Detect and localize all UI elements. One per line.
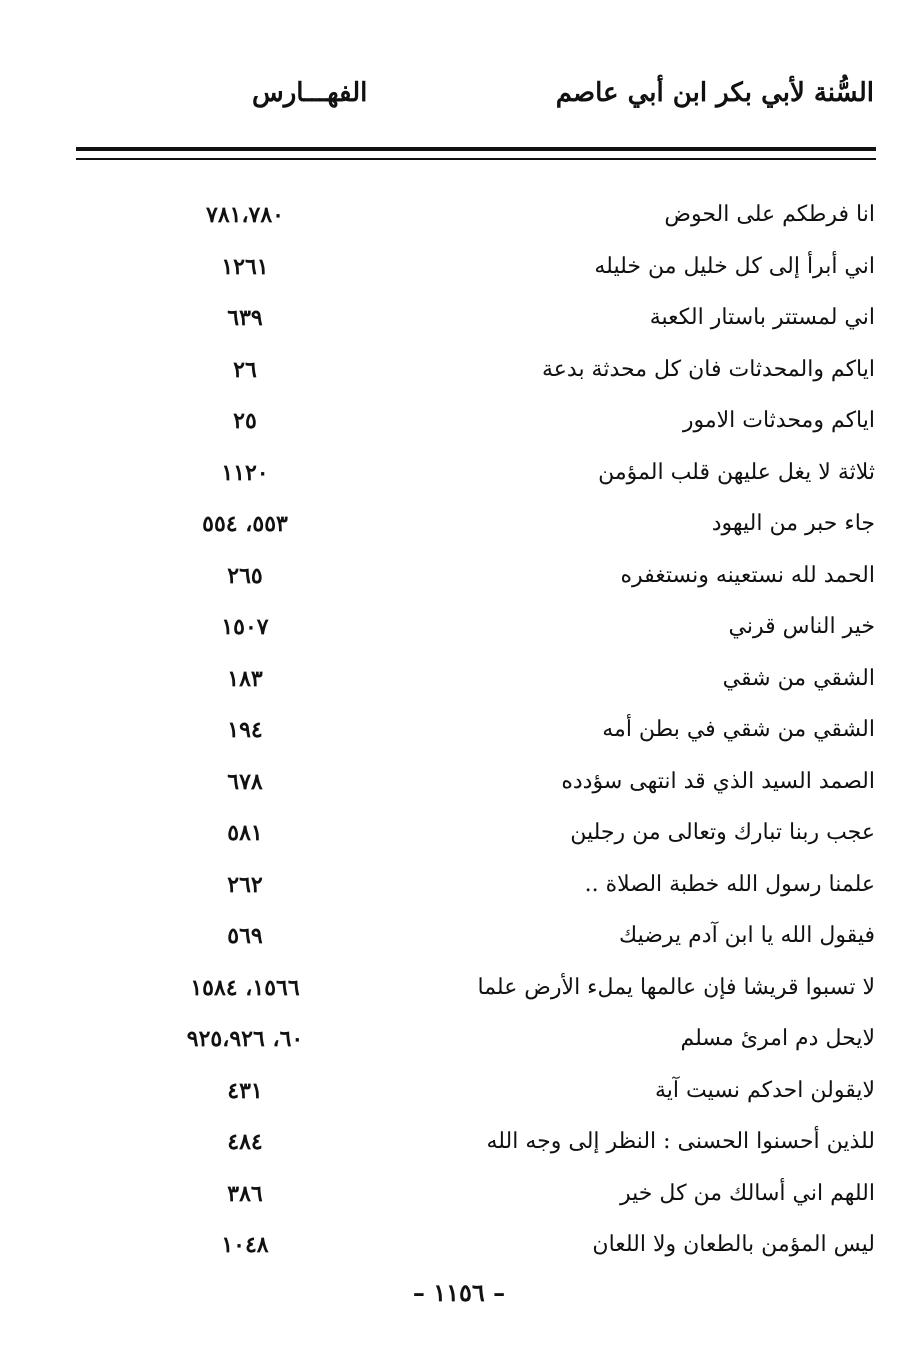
hadith-text: الحمد لله نستعينه ونستغفره [620, 562, 875, 588]
hadith-text: الشقي من شقي في بطن أمه [602, 717, 875, 742]
hadith-refs: ٥٦٩ [227, 923, 263, 949]
hadith-refs: ١٥٠٧ [221, 614, 269, 640]
hadith-text: لايحل دم امرئ مسلم [680, 1026, 875, 1051]
page-number: – ١١٥٦ – [412, 1278, 506, 1307]
index-row [0, 351, 918, 403]
index-row [0, 1072, 918, 1124]
index-row [0, 969, 918, 1021]
hadith-text: جاء حبر من اليهود [711, 511, 875, 536]
hadith-text: اني أبرأ إلى كل خليل من خليله [594, 253, 875, 279]
hadith-text: الشقي من شقي [722, 665, 875, 691]
hadith-text: انا فرطكم على الحوض [664, 202, 875, 227]
hadith-text: اياكم والمحدثات فان كل محدثة بدعة [541, 356, 875, 382]
hadith-refs: ٤٨٤ [227, 1129, 263, 1155]
hadith-refs: ٢٦٢ [227, 871, 263, 898]
hadith-refs: ٤٣١ [227, 1077, 263, 1104]
hadith-refs: ١١٢٠ [221, 459, 269, 486]
book-title: السُّنة لأبي بكر ابن أبي عاصم [555, 78, 874, 108]
index-row [0, 402, 918, 454]
header-rule-thin [76, 158, 876, 160]
hadith-refs: ١٥٦٦، ١٥٨٤ [190, 974, 300, 1001]
hadith-refs: ٢٥ [233, 408, 257, 434]
hadith-refs: ١٠٤٨ [221, 1232, 269, 1258]
index-row [0, 814, 918, 866]
index-row [0, 196, 918, 248]
index-row [0, 1226, 918, 1278]
hadith-refs: ٦٧٨ [227, 768, 263, 795]
hadith-refs: ٦٠، ٩٢٥،٩٢٦ [186, 1026, 304, 1052]
index-row [0, 866, 918, 918]
hadith-refs: ١٢٦١ [221, 253, 269, 280]
hadith-refs: ٣٨٦ [227, 1180, 263, 1207]
index-row [0, 454, 918, 506]
hadith-text: للذين أحسنوا الحسنى : النظر إلى وجه الله [486, 1129, 875, 1154]
header-rule-thick [76, 147, 876, 151]
hadith-text: اياكم ومحدثات الامور [682, 408, 875, 433]
hadith-text: لا تسبوا قريشا فإن عالمها يملء الأرض علما [477, 974, 875, 1000]
index-row [0, 1123, 918, 1175]
index-row [0, 660, 918, 712]
index-row [0, 1020, 918, 1072]
hadith-text: ليس المؤمن بالطعان ولا اللعان [592, 1232, 875, 1257]
hadith-text: عجب ربنا تبارك وتعالى من رجلين [570, 820, 875, 845]
index-row [0, 299, 918, 351]
hadith-refs: ١٩٤ [227, 717, 263, 743]
hadith-refs: ١٨٣ [227, 665, 263, 692]
hadith-text: لايقولن احدكم نسيت آية [655, 1077, 875, 1103]
hadith-text: اللهم اني أسالك من كل خير [620, 1180, 875, 1206]
index-row [0, 711, 918, 763]
hadith-index-list [0, 196, 918, 1278]
index-row [0, 763, 918, 815]
index-row [0, 248, 918, 300]
hadith-text: خير الناس قرني [728, 614, 875, 639]
index-row [0, 557, 918, 609]
index-row [0, 1175, 918, 1227]
hadith-refs: ٥٥٣، ٥٥٤ [202, 511, 288, 537]
index-row [0, 608, 918, 660]
page-header [0, 78, 918, 118]
hadith-refs: ٢٦٥ [227, 562, 263, 589]
hadith-text: ثلاثة لا يغل عليهن قلب المؤمن [598, 459, 875, 485]
hadith-text: فيقول الله يا ابن آدم يرضيك [619, 923, 875, 948]
hadith-refs: ٥٨١ [227, 820, 263, 846]
hadith-text: اني لمستتر باستار الكعبة [649, 305, 875, 330]
hadith-refs: ٦٣٩ [227, 305, 263, 331]
hadith-text: الصمد السيد الذي قد انتهى سؤدده [561, 768, 875, 794]
hadith-refs: ٢٦ [233, 356, 257, 383]
hadith-text: علمنا رسول الله خطبة الصلاة .. [584, 871, 875, 897]
index-row [0, 917, 918, 969]
hadith-refs: ٧٨١،٧٨٠ [206, 202, 284, 228]
index-row [0, 505, 918, 557]
section-title: الفهـــارس [252, 78, 368, 108]
